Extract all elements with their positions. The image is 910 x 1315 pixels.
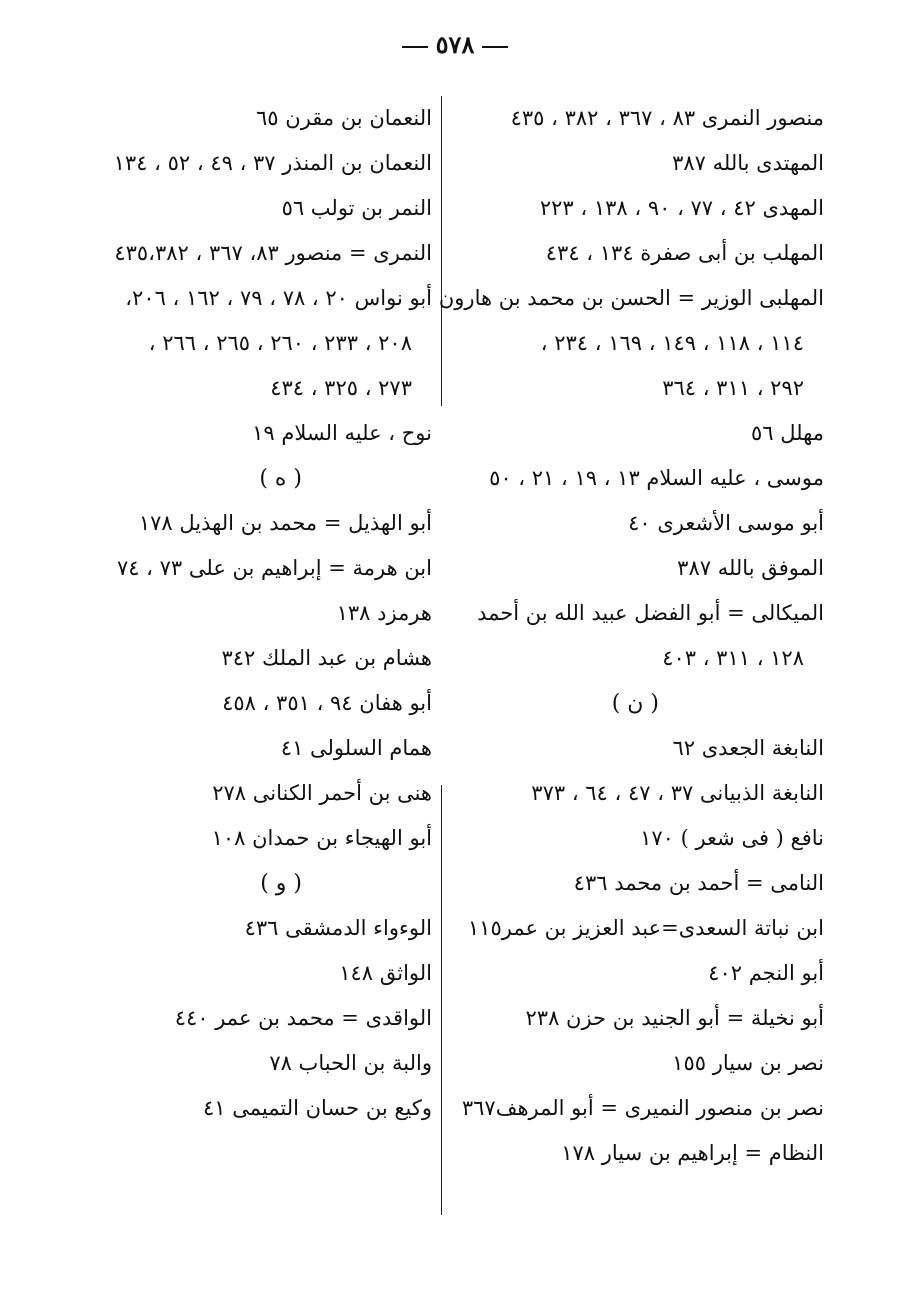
index-entry: النامى = أحمد بن محمد ٤٣٦	[573, 871, 824, 895]
index-entry: هنى بن أحمر الكنانى ٢٧٨	[212, 781, 432, 805]
index-entry: موسى ، عليه السلام ١٣ ، ١٩ ، ٢١ ، ٥٠	[489, 466, 824, 490]
index-column-left	[70, 96, 432, 1131]
index-entry: المهتدى بالله ٣٨٧	[672, 151, 824, 175]
page-number-dash-right	[482, 46, 508, 48]
index-entry: أبو هفان ٩٤ ، ٣٥١ ، ٤٥٨	[222, 691, 432, 715]
index-entry: هرمزد ١٣٨	[336, 601, 432, 625]
index-entry: نوح ، عليه السلام ١٩	[252, 421, 432, 445]
index-entry: نصر بن منصور النميرى = أبو المرهف٣٦٧	[461, 1096, 824, 1120]
index-entry: مهلل ٥٦	[750, 421, 824, 445]
index-entry: هشام بن عبد الملك ٣٤٢	[221, 646, 432, 670]
index-entry: الميكالى = أبو الفضل عبيد الله بن أحمد	[477, 601, 824, 625]
index-entry-continuation: ١٢٨ ، ٣١١ ، ٤٠٣	[662, 646, 804, 670]
index-entry: منصور النمرى ٨٣ ، ٣٦٧ ، ٣٨٢ ، ٤٣٥	[510, 106, 824, 130]
index-entry: أبو نواس ٢٠ ، ٧٨ ، ٧٩ ، ١٦٢ ، ٢٠٦،	[125, 286, 432, 310]
index-entry: النعمان بن المنذر ٣٧ ، ٤٩ ، ٥٢ ، ١٣٤	[113, 151, 432, 175]
index-entry: همام السلولى ٤١	[280, 736, 432, 760]
letter-heading: ( ن )	[611, 691, 659, 716]
page-number-text: ٥٧٨	[435, 30, 475, 59]
index-entry: أبو الهيجاء بن حمدان ١٠٨	[211, 826, 432, 850]
index-entry: النابغة الجعدى ٦٢	[672, 736, 824, 760]
index-entry: نصر بن سيار ١٥٥	[672, 1051, 824, 1075]
index-entry: ابن نباتة السعدى=عبد العزيز بن عمر١١٥	[467, 916, 824, 940]
index-entry-continuation: ٢٠٨ ، ٢٣٣ ، ٢٦٠ ، ٢٦٥ ، ٢٦٦ ،	[148, 331, 412, 355]
column-divider-bottom	[441, 785, 442, 1215]
index-entry: الوءواء الدمشقى ٤٣٦	[244, 916, 432, 940]
index-entry: المهلب بن أبى صفرة ١٣٤ ، ٤٣٤	[545, 241, 824, 265]
index-entry: أبو الهذيل = محمد بن الهذيل ١٧٨	[138, 511, 432, 535]
index-entry: وكيع بن حسان التميمى ٤١	[203, 1096, 432, 1120]
index-entry: الواثق ١٤٨	[339, 961, 432, 985]
index-entry: النعمان بن مقرن ٦٥	[256, 106, 432, 130]
index-column-right	[438, 96, 824, 1176]
page-number-dash-left	[402, 46, 428, 48]
index-entry: أبو نخيلة = أبو الجنيد بن حزن ٢٣٨	[525, 1006, 824, 1030]
letter-heading: ( ه )	[259, 466, 302, 491]
index-entry: النابغة الذبيانى ٣٧ ، ٤٧ ، ٦٤ ، ٣٧٣	[531, 781, 824, 805]
index-entry: والبة بن الحباب ٧٨	[269, 1051, 432, 1075]
index-entry: النمر بن تولب ٥٦	[281, 196, 432, 220]
index-entry: الواقدى = محمد بن عمر ٤٤٠	[174, 1006, 432, 1030]
column-divider-top	[441, 96, 442, 406]
index-entry-continuation: ٢٧٣ ، ٣٢٥ ، ٤٣٤	[270, 376, 412, 400]
index-entry: أبو موسى الأشعرى ٤٠	[628, 511, 824, 535]
index-entry: النظام = إبراهيم بن سيار ١٧٨	[561, 1141, 824, 1165]
index-entry: نافع ( فى شعر ) ١٧٠	[640, 826, 824, 850]
index-entry: النمرى = منصور ٨٣، ٣٦٧ ، ٤٣٥،٣٨٢	[114, 241, 432, 265]
index-entry-continuation: ٢٩٢ ، ٣١١ ، ٣٦٤	[662, 376, 804, 400]
letter-heading: ( و )	[260, 871, 302, 896]
index-entry: أبو النجم ٤٠٢	[708, 961, 824, 985]
index-entry: الموفق بالله ٣٨٧	[677, 556, 824, 580]
page-number	[0, 30, 910, 59]
index-entry: المهدى ٤٢ ، ٧٧ ، ٩٠ ، ١٣٨ ، ٢٢٣	[539, 196, 824, 220]
index-entry-continuation: ١١٤ ، ١١٨ ، ١٤٩ ، ١٦٩ ، ٢٣٤ ،	[540, 331, 804, 355]
index-entry: ابن هرمة = إبراهيم بن على ٧٣ ، ٧٤	[116, 556, 432, 580]
index-entry: المهلبى الوزير = الحسن بن محمد بن هارون	[438, 286, 824, 310]
